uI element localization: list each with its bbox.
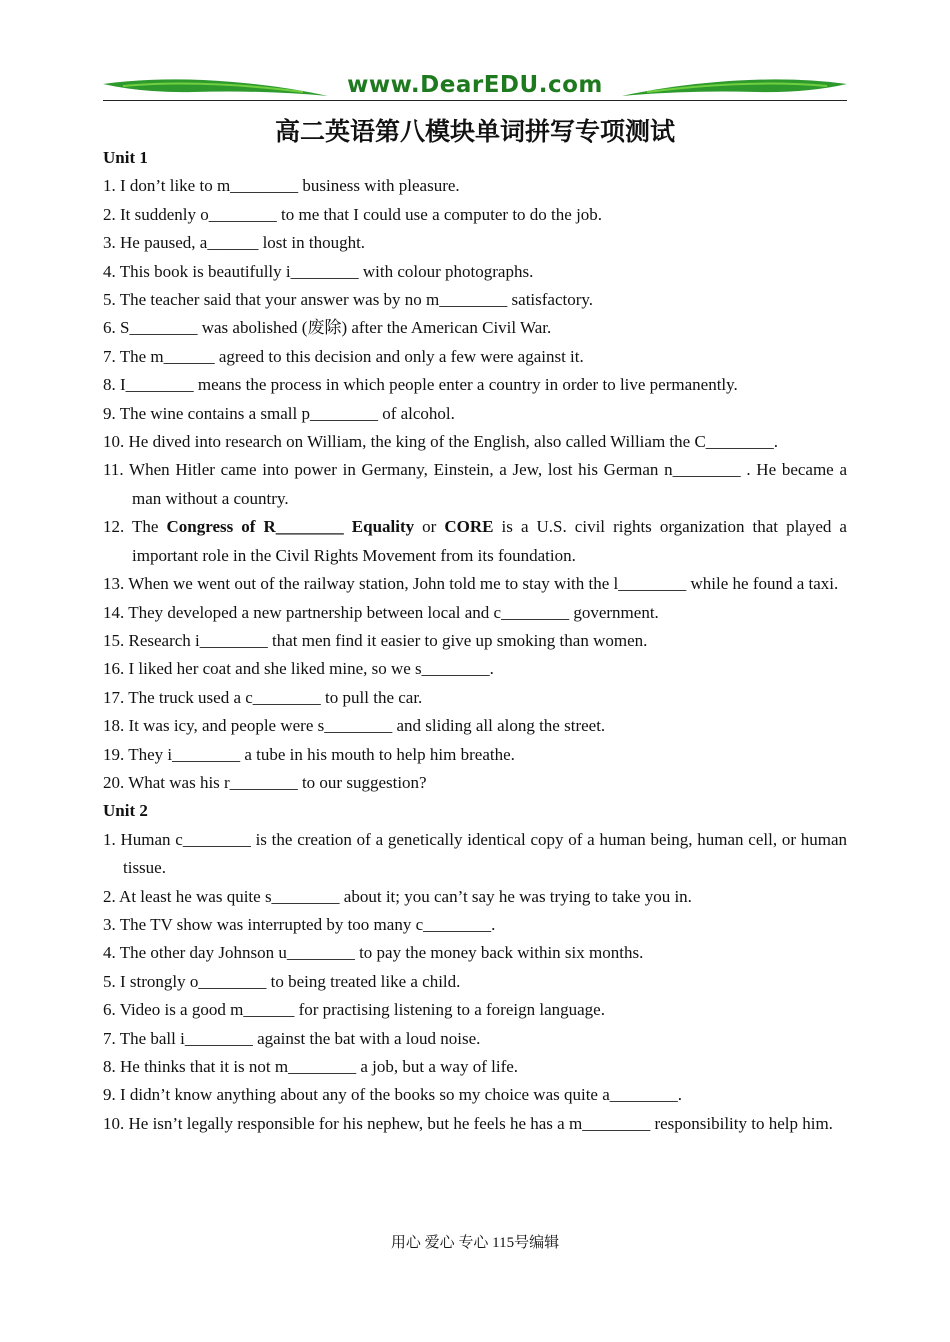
question-item: 10. He dived into research on William, the king of the English, also called William the C________. (103, 432, 779, 452)
question-item: 19. They i________ a tube in his mouth to help him breathe. (103, 744, 515, 764)
page-footer: 用心 爱心 专心 115号编辑 (390, 1235, 560, 1251)
question-item: 2. At least he was quite s________ about it; you can’t say he was trying to take you in. (103, 886, 692, 906)
question-item: 8. He thinks that it is not m________ a job, but a way of life. (103, 1057, 519, 1076)
question-item: 2. It suddenly o________ to me that I could use a computer to do the job. (103, 204, 603, 224)
question-item: 11. When Hitler came into power in Germany, Einstein, a Jew, lost his German n________ . He became a man without a country. (103, 460, 847, 508)
q12-bold-acronym: CORE (444, 517, 494, 537)
q12-bold-name: Congress of R________ Equality (166, 517, 415, 537)
page-title: 高二英语第八模块单词拼写专项测试 (274, 119, 675, 146)
question-item-12 (103, 513, 847, 570)
question-item: 16. I liked her coat and she liked mine, so we s________. (103, 659, 494, 679)
question-item: 6. Video is a good m______ for practising listening to a foreign language. (103, 1000, 605, 1020)
question-item: 13. When we went out of the railway station, John told me to stay with the l________ while he found a taxi. (103, 574, 839, 594)
question-item: 7. The m______ agreed to this decision and only a few were against it. (103, 346, 584, 366)
question-item: 5. I strongly o________ to being treated like a child. (103, 971, 461, 991)
question-item: 7. The ball i________ against the bat with a loud noise. (103, 1028, 481, 1048)
question-item: 9. The wine contains a small p________ of alcohol. (103, 403, 455, 423)
question-item: 3. He paused, a______ lost in thought. (103, 233, 366, 253)
question-item: 20. What was his r________ to our suggestion? (103, 772, 427, 792)
q12-text-1: or (414, 517, 445, 537)
question-item: 14. They developed a new partnership between local and c________ government. (103, 602, 659, 622)
question-item: 4. This book is beautifully i________ with colour photographs. (103, 261, 534, 281)
question-item: 6. S________ was abolished (废除) after the American Civil War. (103, 318, 552, 338)
question-item: 1. Human c________ is the creation of a genetically identical copy of a human being, human cell, or human tissue. (103, 829, 847, 878)
q12-number: 12. The (103, 517, 167, 537)
site-banner (103, 70, 847, 104)
worksheet-body (103, 144, 847, 1138)
question-item: 15. Research i________ that men find it easier to give up smoking than women. (103, 630, 648, 650)
site-logo-text: www.DearEDU.com (347, 72, 603, 98)
question-item: 8. I________ means the process in which people enter a country in order to live permanently. (103, 375, 738, 395)
header-rule (103, 100, 847, 101)
unit-2-heading: Unit 2 (103, 801, 148, 821)
unit-1-heading: Unit 1 (103, 148, 148, 167)
question-item: 1. I don’t like to m________ business with pleasure. (103, 176, 460, 196)
question-item: 18. It was icy, and people were s________ and sliding all along the street. (103, 716, 606, 736)
question-item: 5. The teacher said that your answer was by no m________ satisfactory. (103, 290, 594, 310)
question-item: 9. I didn’t know anything about any of the books so my choice was quite a________. (103, 1085, 683, 1105)
q12-text-2: is a U.S. civil rights organization that played a important role in the Civil Rights Movement from its foundation. (132, 517, 847, 565)
question-item: 3. The TV show was interrupted by too many c________. (103, 914, 496, 934)
question-item: 17. The truck used a c________ to pull the car. (103, 687, 423, 707)
question-item: 4. The other day Johnson u________ to pay the money back within six months. (103, 943, 644, 963)
question-item: 10. He isn’t legally responsible for his nephew, but he feels he has a m________ responsibility to help him. (103, 1113, 833, 1133)
